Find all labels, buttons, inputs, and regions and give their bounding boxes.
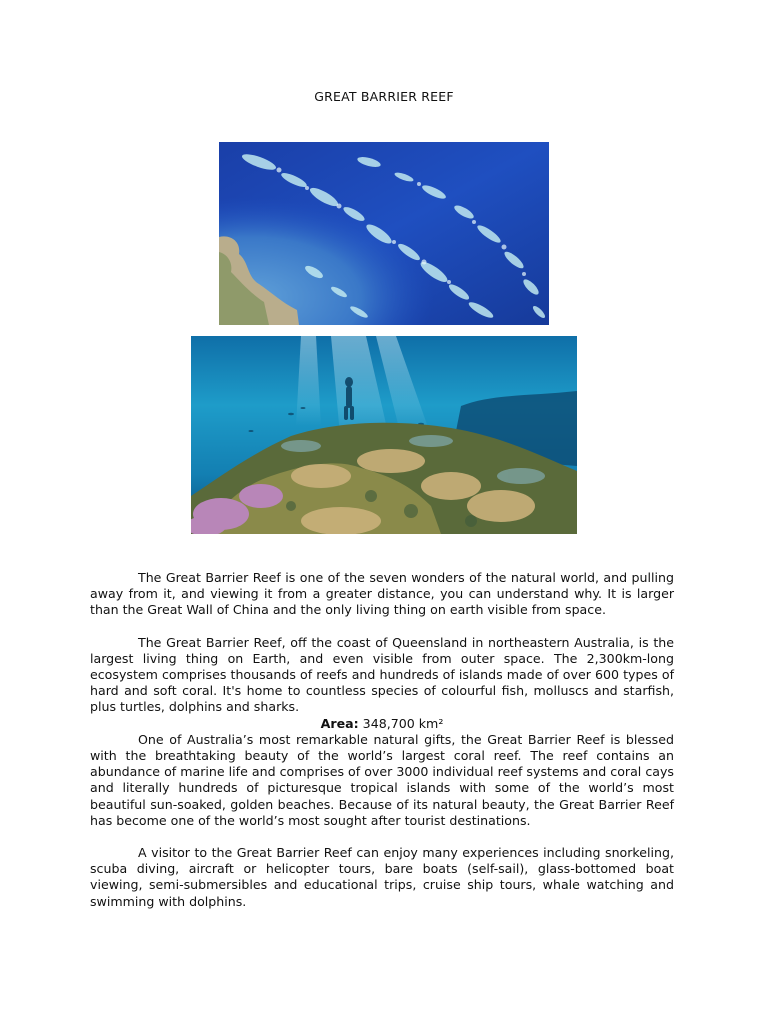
paragraph-intro: The Great Barrier Reef is one of the seven wonders of the natural world, and pulling away from it, and viewing it from a greater distance, you can understand why. It is larger than the Great Wall of China and the only living thing on earth visible from space.	[90, 570, 674, 618]
paragraph-experiences: A visitor to the Great Barrier Reef can enjoy many experiences including snorkeling, scuba diving, aircraft or helicopter tours, bare boats (self-sail), glass-bottomed boat viewing, semi-submersibles and educational trips, cruise ship tours, whale watching and swimming with dolphins.	[90, 845, 674, 909]
area-value: 348,700 km²	[358, 715, 444, 731]
area-line	[90, 716, 674, 732]
area-label: Area:	[320, 715, 359, 731]
reef-underwater-photo	[191, 336, 577, 534]
page-title: GREAT BARRIER REEF	[314, 89, 454, 104]
reef-aerial-photo	[219, 142, 549, 325]
paragraph-natural-gifts: One of Australia’s most remarkable natural gifts, the Great Barrier Reef is blessed with the breathtaking beauty of the world’s largest coral reef. The reef contains an abundance of marine life and comprises of over 3000 individual reef systems and coral cays and literally hundreds of picturesque tropical islands with some of the world’s most beautiful sun-soaked, golden beaches. Because of its natural beauty, the Great Barrier Reef has become one of the world’s most sought after tourist destinations.	[90, 731, 674, 828]
article-body	[90, 570, 674, 910]
paragraph-location: The Great Barrier Reef, off the coast of Queensland in northeastern Australia, is the largest living thing on Earth, and even visible from outer space. The 2,300km-long ecosystem comprises thousands of reefs and hundreds of islands made of over 600 types of hard and soft coral. It's home to countless species of colourful fish, molluscs and starfish, plus turtles, dolphins and sharks.	[90, 634, 674, 715]
